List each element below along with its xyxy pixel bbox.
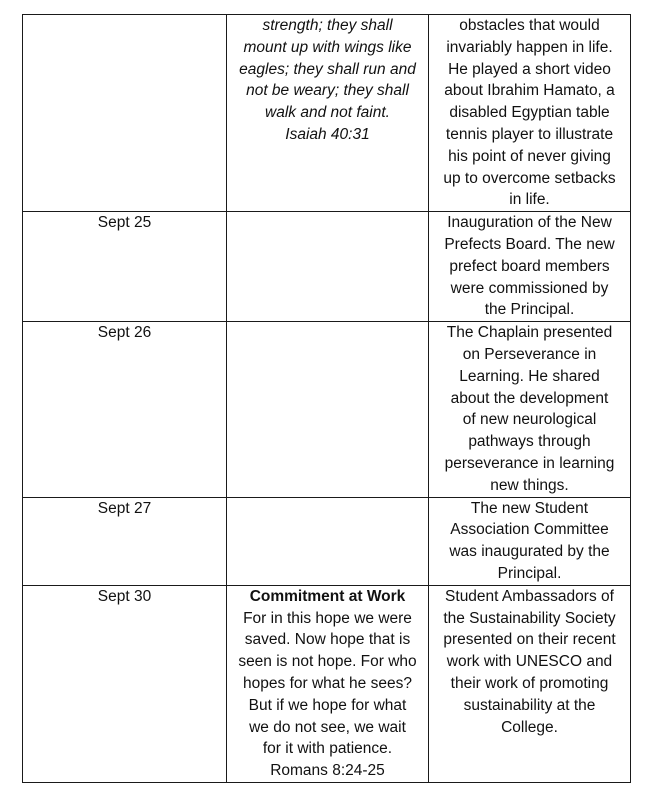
event-line: obstacles that would — [459, 17, 600, 34]
event-line: prefect board members — [449, 257, 610, 275]
date-label: Sept 25 — [97, 214, 152, 232]
event-cell — [429, 15, 631, 212]
event-line: up to overcome setbacks — [443, 169, 616, 187]
verse-line: eagles; they shall run and — [239, 60, 416, 78]
table-row — [23, 497, 631, 585]
date-label: Sept 26 — [97, 324, 152, 342]
verse-line: For in this hope we were — [243, 609, 412, 627]
verse-line: saved. Now hope that is — [244, 631, 411, 649]
event-line: the Sustainability Society — [443, 609, 616, 627]
event-line: perseverance in learning — [444, 454, 615, 472]
theme-cell — [227, 585, 429, 782]
verse-line: hopes for what he sees? — [243, 674, 412, 692]
event-line: He played a short video — [448, 60, 611, 78]
date-label: Sept 27 — [97, 499, 152, 517]
theme-cell — [227, 497, 429, 585]
event-line: Student Ambassadors of — [445, 587, 614, 605]
theme-cell — [227, 322, 429, 497]
event-line: work with UNESCO and — [446, 653, 613, 671]
table-row — [23, 212, 631, 322]
event-line: The new Student — [470, 499, 589, 517]
verse-line: not be weary; they shall — [246, 82, 409, 100]
event-line: his point of never giving — [448, 147, 611, 165]
event-cell — [429, 497, 631, 585]
verse-reference: Isaiah 40:31 — [285, 125, 370, 143]
event-line: the Principal. — [484, 301, 575, 319]
verse-line: we do not see, we wait — [249, 718, 406, 736]
event-cell — [429, 585, 631, 782]
event-line: invariably happen in life. — [446, 38, 613, 56]
event-line: new things. — [490, 476, 569, 494]
date-label: Sept 30 — [97, 587, 152, 605]
event-line: Prefects Board. The new — [444, 235, 615, 253]
event-line: Association Committee — [450, 521, 609, 539]
event-line: The Chaplain presented — [446, 324, 613, 342]
event-line: Inauguration of the New — [447, 214, 612, 232]
event-line: College. — [501, 718, 558, 736]
event-line: of new neurological — [462, 411, 597, 429]
event-line: disabled Egyptian table — [449, 104, 610, 122]
theme-cell — [227, 212, 429, 322]
theme-cell — [227, 15, 429, 212]
event-line: on Perseverance in — [462, 345, 597, 363]
table-row — [23, 585, 631, 782]
event-line: pathways through — [468, 433, 591, 451]
date-cell — [23, 585, 227, 782]
event-line: tennis player to illustrate — [445, 125, 614, 143]
verse-line: seen is not hope. For who — [238, 653, 417, 671]
date-cell — [23, 497, 227, 585]
event-line: Principal. — [497, 564, 562, 582]
table-row — [23, 15, 631, 212]
theme-title: Commitment at Work — [249, 587, 406, 605]
event-cell — [429, 212, 631, 322]
verse-reference: Romans 8:24-25 — [270, 762, 385, 780]
table-row — [23, 322, 631, 497]
event-line: Learning. He shared — [459, 367, 600, 385]
verse-line: for it with patience. — [262, 740, 393, 758]
event-line: was inaugurated by the — [449, 543, 610, 561]
verse-line: walk and not faint. — [265, 104, 390, 122]
event-line: presented on their recent — [443, 631, 616, 649]
event-line: about the development — [450, 389, 609, 407]
date-cell — [23, 15, 227, 212]
event-line: in life. — [509, 191, 550, 209]
verse-line: mount up with wings like — [243, 38, 412, 56]
schedule-table — [22, 14, 631, 783]
date-cell — [23, 212, 227, 322]
event-line: about Ibrahim Hamato, a — [444, 82, 615, 100]
date-cell — [23, 322, 227, 497]
event-line: sustainability at the — [463, 696, 596, 714]
event-cell — [429, 322, 631, 497]
verse-line: But if we hope for what — [248, 696, 407, 714]
verse-line: strength; they shall — [262, 17, 393, 34]
event-line: were commissioned by — [450, 279, 609, 297]
event-line: their work of promoting — [450, 674, 609, 692]
